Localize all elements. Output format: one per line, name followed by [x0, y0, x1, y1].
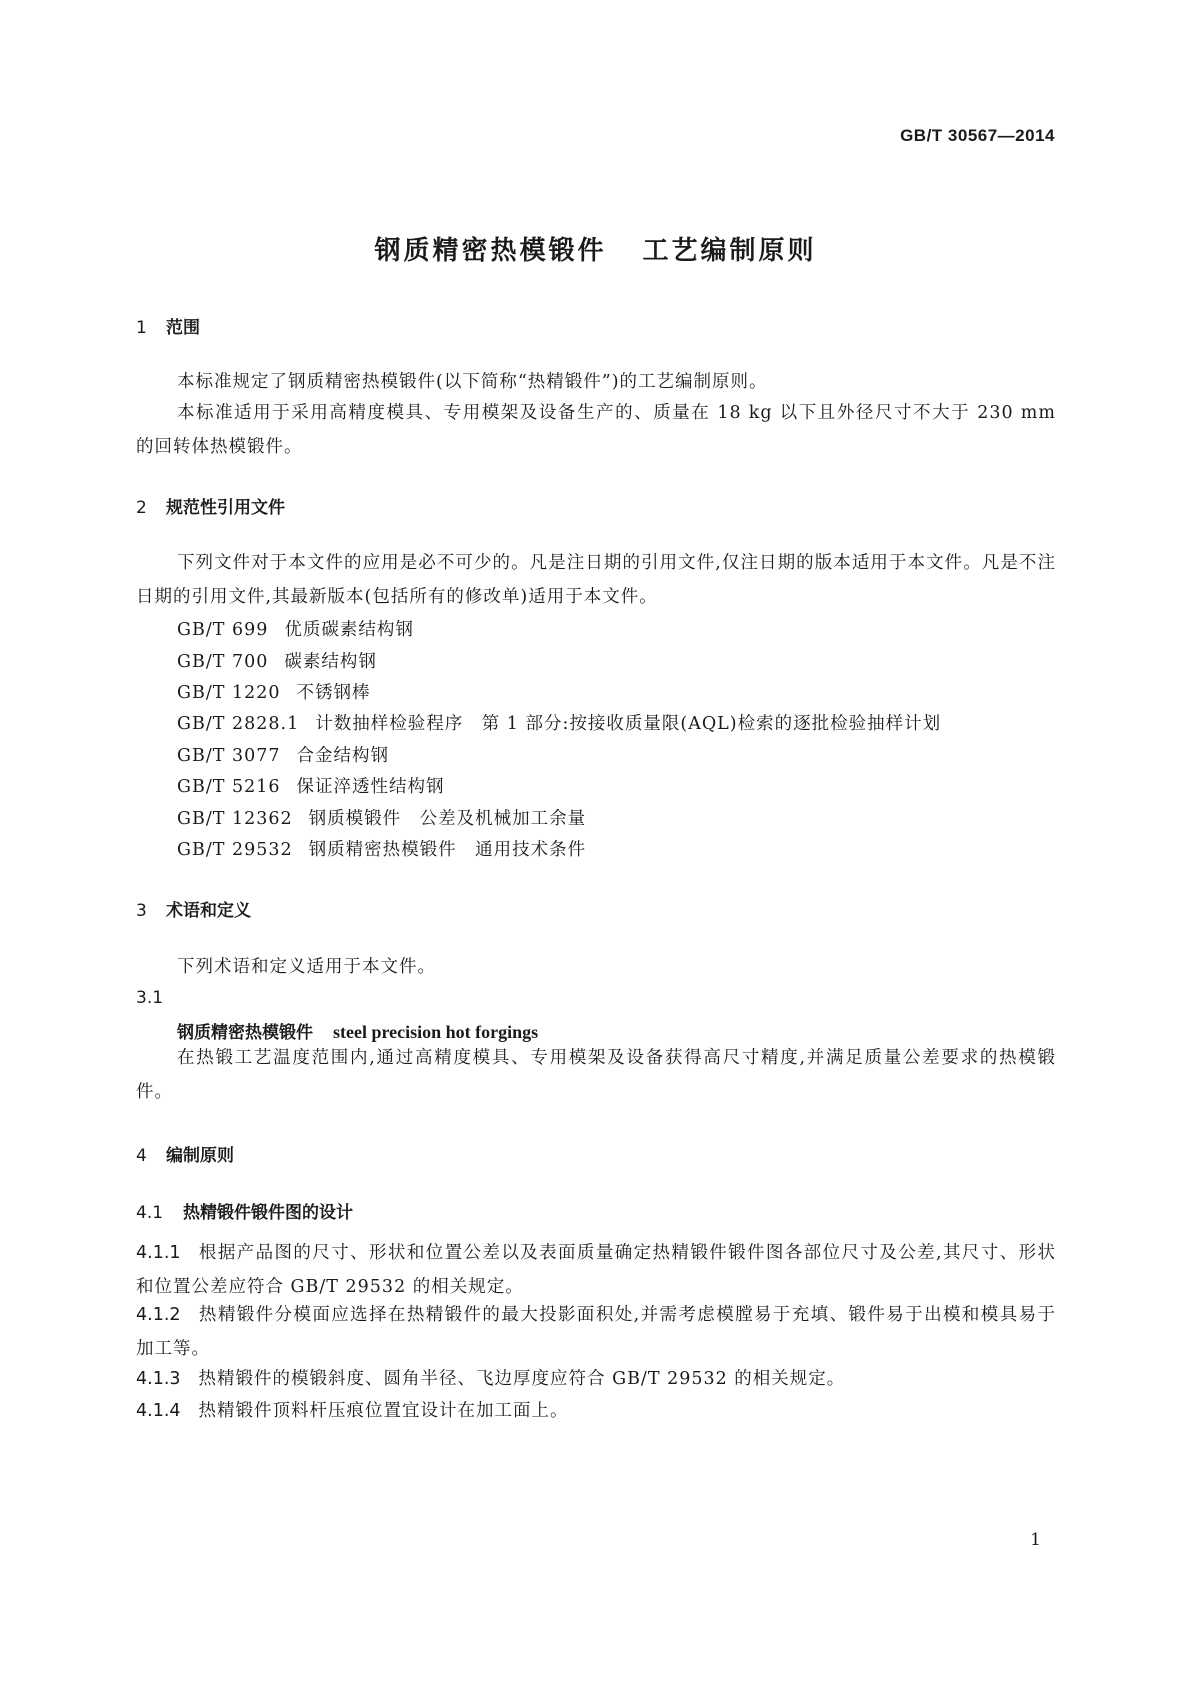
clause-number: 4.1.2	[136, 1305, 181, 1325]
section-title: 范围	[166, 318, 200, 338]
section-number: 3	[136, 901, 147, 921]
term-entry	[177, 1018, 538, 1043]
section-title: 术语和定义	[166, 901, 251, 921]
term-definition: 在热锻工艺温度范围内,通过高精度模具、专用模架及设备获得高尺寸精度,并满足质量公差要求的热模锻件。	[136, 1048, 1056, 1102]
section-1-heading	[136, 313, 200, 338]
reference-item	[177, 616, 414, 641]
document-title	[0, 230, 1191, 267]
section-title: 编制原则	[166, 1146, 234, 1166]
clause-text: 热精锻件分模面应选择在热精锻件的最大投影面积处,并需考虑模膛易于充填、锻件易于出模和模具易于加工等。	[136, 1305, 1056, 1359]
reference-code: GB/T 700	[177, 652, 269, 672]
reference-title: 不锈钢棒	[296, 683, 371, 703]
section-2-heading	[136, 493, 285, 518]
reference-item	[177, 679, 371, 704]
terms-intro: 下列术语和定义适用于本文件。	[177, 957, 436, 977]
clause-number: 4.1.4	[136, 1401, 181, 1421]
reference-title: 合金结构钢	[296, 746, 390, 766]
reference-item	[177, 648, 377, 673]
clause-text: 热精锻件顶料杆压痕位置宜设计在加工面上。	[198, 1401, 569, 1421]
clause-4-1-1	[136, 1236, 1056, 1304]
title-part-2: 工艺编制原则	[642, 236, 817, 266]
clause-4-1-3	[136, 1362, 1056, 1396]
reference-code: GB/T 12362	[177, 809, 293, 829]
subsection-number: 4.1	[136, 1203, 164, 1223]
reference-title: 计数抽样检验程序 第 1 部分:按接收质量限(AQL)检索的逐批检验抽样计划	[315, 714, 942, 734]
reference-title: 碳素结构钢	[284, 652, 377, 672]
reference-title: 钢质精密热模锻件 通用技术条件	[308, 840, 587, 860]
reference-item	[177, 836, 586, 861]
section-number: 1	[136, 318, 147, 338]
reference-code: GB/T 29532	[177, 840, 293, 860]
clause-text: 热精锻件的模锻斜度、圆角半径、飞边厚度应符合 GB/T 29532 的相关规定。	[198, 1369, 846, 1389]
reference-code: GB/T 5216	[177, 777, 281, 797]
clause-number: 4.1.1	[136, 1243, 181, 1263]
subsection-4-1-heading	[136, 1198, 353, 1223]
clause-4-1-4	[136, 1394, 1056, 1428]
title-part-1: 钢质精密热模锻件	[374, 236, 607, 266]
reference-item	[177, 805, 586, 830]
section-number: 2	[136, 498, 147, 518]
reference-code: GB/T 1220	[177, 683, 281, 703]
section-4-heading	[136, 1141, 234, 1166]
page-number: 1	[1030, 1530, 1041, 1550]
clause-number: 4.1.3	[136, 1369, 181, 1389]
clause-text: 根据产品图的尺寸、形状和位置公差以及表面质量确定热精锻件锻件图各部位尺寸及公差,其尺寸、形状和位置公差应符合 GB/T 29532 的相关规定。	[136, 1243, 1056, 1297]
reference-title: 钢质模锻件 公差及机械加工余量	[308, 809, 587, 829]
term-number: 3.1	[136, 988, 164, 1008]
reference-title: 优质碳素结构钢	[284, 620, 414, 640]
section-title: 规范性引用文件	[166, 498, 285, 518]
reference-item	[177, 710, 941, 735]
term-english: steel precision hot forgings	[333, 1022, 539, 1042]
reference-code: GB/T 3077	[177, 746, 281, 766]
standard-number: GB/T 30567—2014	[900, 126, 1055, 145]
clause-4-1-2	[136, 1298, 1056, 1366]
section-number: 4	[136, 1146, 147, 1166]
reference-title: 保证淬透性结构钢	[296, 777, 445, 797]
reference-code: GB/T 2828.1	[177, 714, 300, 734]
term-chinese: 钢质精密热模锻件	[177, 1023, 313, 1043]
reference-code: GB/T 699	[177, 620, 269, 640]
subsection-title: 热精锻件锻件图的设计	[183, 1203, 353, 1223]
scope-paragraph-2: 本标准适用于采用高精度模具、专用模架及设备生产的、质量在 18 kg 以下且外径尺寸不大于 230 mm 的回转体热模锻件。	[136, 403, 1056, 457]
scope-paragraph-1: 本标准规定了钢质精密热模锻件(以下简称“热精锻件”)的工艺编制原则。	[177, 372, 768, 392]
normative-references-intro: 下列文件对于本文件的应用是必不可少的。凡是注日期的引用文件,仅注日期的版本适用于本文件。凡是不注日期的引用文件,其最新版本(包括所有的修改单)适用于本文件。	[136, 553, 1056, 607]
reference-item	[177, 773, 445, 798]
reference-item	[177, 742, 389, 767]
section-3-heading	[136, 896, 251, 921]
